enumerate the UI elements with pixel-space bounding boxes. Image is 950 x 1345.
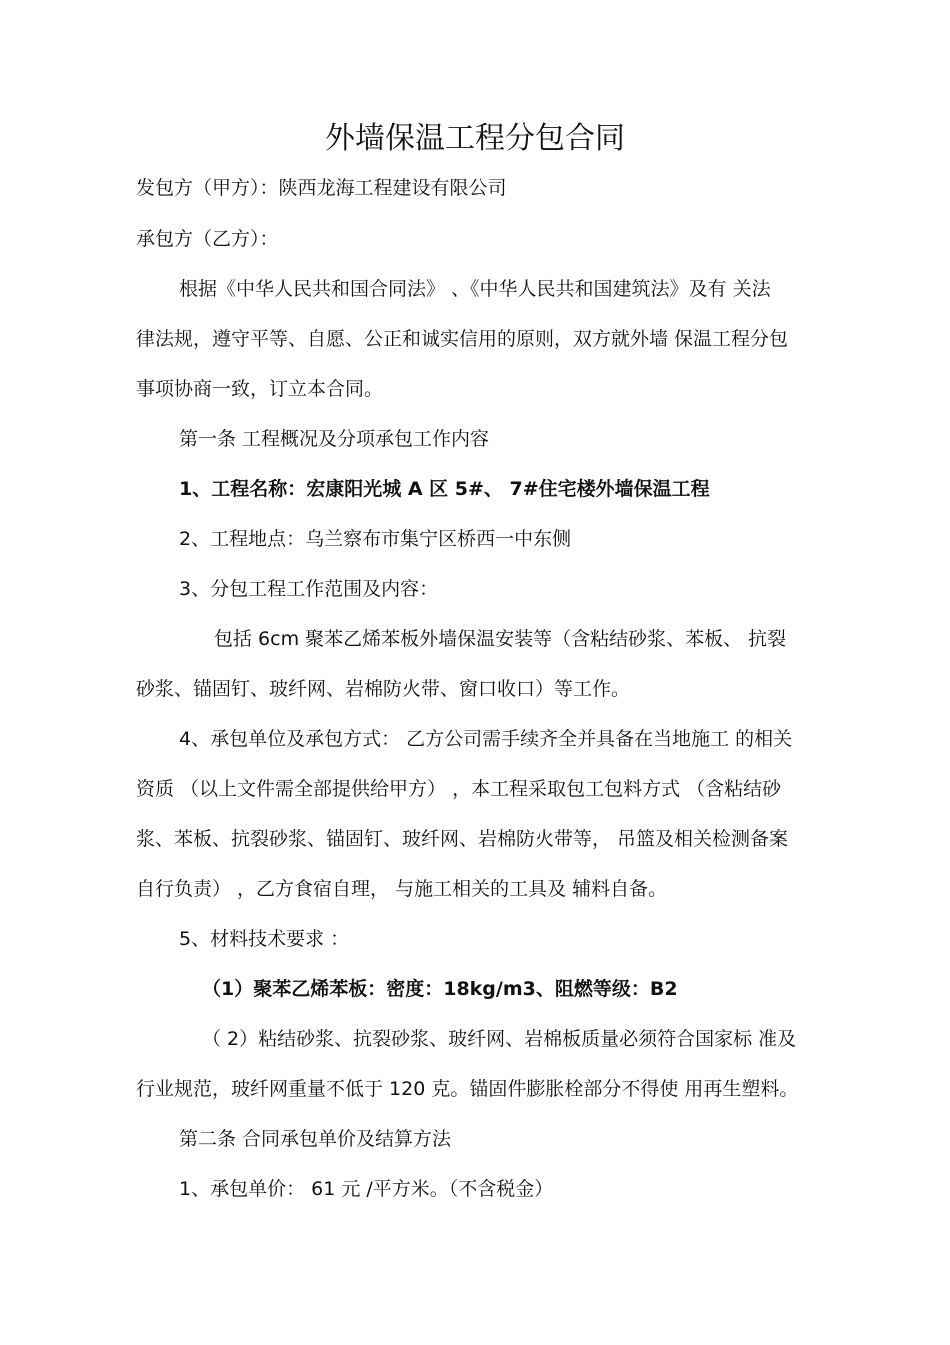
article-1-item-3-content-1: 包括 6cm 聚苯乙烯苯板外墙保温安装等（含粘结砂浆、苯板、 抗裂 (214, 628, 787, 650)
preamble-line-3: 事项协商一致，订立本合同。 (136, 378, 384, 400)
article-1-item-3: 3、分包工程工作范围及内容： (179, 578, 439, 600)
article-2-heading: 第二条 合同承包单价及结算方法 (179, 1128, 452, 1150)
article-1-item-4-line-4: 自行负责） ，乙方食宿自理， 与施工相关的工具及 辅料自备。 (136, 878, 668, 900)
article-1-item-1: 1、工程名称：宏康阳光城 A 区 5#、 7#住宅楼外墙保温工程 (179, 478, 710, 500)
party-a-line: 发包方（甲方）：陕西龙海工程建设有限公司 (136, 177, 507, 199)
article-1-item-5-sub-2-line-2: 行业规范，玻纤网重量不低于 120 克。锚固件膨胀栓部分不得使 用再生塑料。 (136, 1078, 799, 1100)
article-1-item-5: 5、材料技术要求 ： (179, 928, 350, 950)
document-title: 外墙保温工程分包合同 (325, 121, 625, 156)
preamble-line-1: 根据《中华人民共和国合同法》 、《中华人民共和国建筑法》及有 关法 (179, 278, 771, 300)
article-1-item-4-line-1: 4、承包单位及承包方式： 乙方公司需手续齐全并具备在当地施工 的相关 (179, 728, 793, 750)
article-1-item-2: 2、工程地点：乌兰察布市集宁区桥西一中东侧 (179, 528, 572, 550)
preamble-line-2: 律法规，遵守平等、自愿、公正和诚实信用的原则，双方就外墙 保温工程分包 (136, 328, 789, 350)
article-2-item-1: 1、承包单价： 61 元 /平方米。（不含税金） (179, 1178, 554, 1200)
party-b-line: 承包方（乙方）： (136, 228, 279, 250)
article-1-item-5-sub-2-line-1: （ 2）粘结砂浆、抗裂砂浆、玻纤网、岩棉板质量必须符合国家标 准及 (202, 1028, 797, 1050)
article-1-item-5-sub-1: （1）聚苯乙烯苯板：密度：18kg/m3、阻燃等级：B2 (202, 978, 678, 1000)
article-1-item-3-content-2: 砂浆、锚固钉、玻纤网、岩棉防火带、窗口收口）等工作。 (136, 678, 631, 700)
article-1-heading: 第一条 工程概况及分项承包工作内容 (179, 428, 490, 450)
article-1-item-4-line-3: 浆、苯板、抗裂砂浆、锚固钉、玻纤网、岩棉防火带等， 吊篮及相关检测备案 (136, 828, 789, 850)
article-1-item-4-line-2: 资质 （以上文件需全部提供给甲方） ，本工程采取包工包料方式 （含粘结砂 (136, 778, 782, 800)
